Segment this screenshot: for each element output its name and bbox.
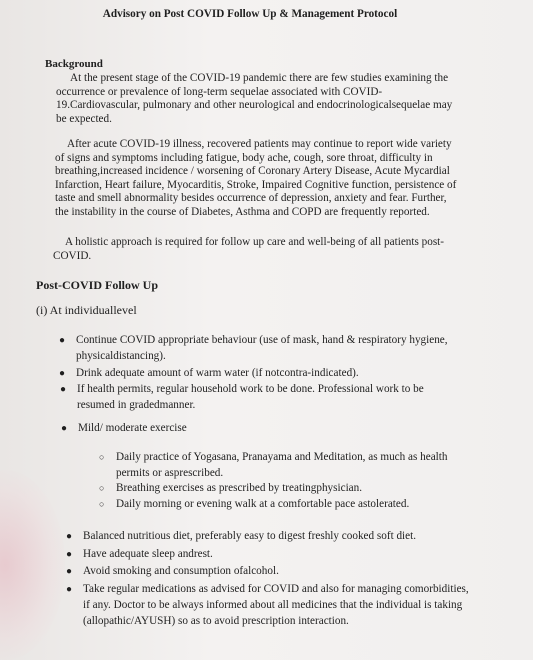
paragraph-line: the instability in the course of Diabetes, Asthma and COPD are frequently reported. <box>55 205 430 218</box>
sub-list-item <box>99 481 476 497</box>
paragraph-line: Infarction, Heart failure, Myocarditis, Stroke, Impaired Cognitive function, persistence of <box>55 178 457 191</box>
paragraph-line: be expected. <box>56 112 112 125</box>
list-item-text: Avoid smoking and consumption ofalcohol. <box>83 565 279 577</box>
list-item-text: Drink adequate amount of warm water (if notcontra-indicated). <box>76 367 359 379</box>
bullet-icon: ● <box>60 384 67 395</box>
list-item <box>59 333 476 365</box>
paragraph-line: At the present stage of the COVID-19 pandemic there are few studies examining the <box>70 72 449 84</box>
list-item-text: permits or asprescribed. <box>116 466 224 479</box>
paragraph-line: A holistic approach is required for follow up care and well-being of all patients post- <box>65 236 445 248</box>
list-item-text: Have adequate sleep andrest. <box>83 548 213 560</box>
bullet-icon: ● <box>61 423 68 434</box>
list-item-text: Daily practice of Yogasana, Pranayama and Meditation, as much as health <box>116 451 448 463</box>
list-item <box>59 366 476 382</box>
list-item-text: Take regular medications as advised for COVID and also for managing comorbidities, <box>83 583 469 595</box>
bullet-icon: ● <box>66 549 73 560</box>
list-item-text: physicaldistancing). <box>76 349 166 362</box>
background-heading: Background <box>45 58 103 70</box>
sub-list-item <box>99 450 476 482</box>
list-item-text: Balanced nutritious diet, preferably easy to digest freshly cooked soft diet. <box>83 530 417 542</box>
list-item-text: resumed in gradedmanner. <box>77 398 196 411</box>
paragraph-line: of signs and symptoms including fatigue, body ache, cough, sore throat, difficulty in <box>55 151 433 164</box>
bullet-icon: ● <box>59 368 66 379</box>
list-item <box>66 582 513 629</box>
bullet-icon: ● <box>59 335 66 346</box>
list-item-text: if any. Doctor to be always informed about all medicines that the individual is taking <box>83 598 463 611</box>
list-item <box>66 564 483 580</box>
sub-list-item <box>99 497 476 513</box>
list-item-text: Mild/ moderate exercise <box>78 422 187 434</box>
document-title: Advisory on Post COVID Follow Up & Management Protocol <box>102 8 398 20</box>
light-glare <box>0 470 65 660</box>
list-item <box>66 529 483 545</box>
followup-subheading: (i) At individuallevel <box>36 303 137 317</box>
list-item-text: (allopathic/AYUSH) so as to avoid prescription interaction. <box>83 614 349 627</box>
list-item <box>60 382 477 414</box>
paragraph-line: taste and smell abnormality besides occurrence of depression, anxiety and fear. Further, <box>55 192 447 205</box>
background-paragraph-1 <box>56 72 468 126</box>
paragraph-line: 19.Cardiovascular, pulmonary and other neurological and endocrinologicalsequelae may <box>56 99 453 112</box>
bullet-icon: ● <box>66 566 73 577</box>
paragraph-line: breathing,increased incidence / worsening of Coronary Artery Disease, Acute Mycardial <box>55 165 450 178</box>
circle-bullet-icon: ○ <box>99 452 105 462</box>
background-paragraph-3 <box>53 236 473 263</box>
list-item-text: Breathing exercises as prescribed by treatingphysician. <box>116 482 363 494</box>
list-item-text: If health permits, regular household work to be done. Professional work to be <box>77 383 424 395</box>
circle-bullet-icon: ○ <box>99 483 105 493</box>
circle-bullet-icon: ○ <box>99 499 105 509</box>
followup-heading: Post-COVID Follow Up <box>36 278 158 292</box>
bullet-icon: ● <box>66 584 73 595</box>
paragraph-line: COVID. <box>53 249 92 262</box>
list-item-text: Daily morning or evening walk at a comfortable pace astolerated. <box>116 498 410 510</box>
paragraph-line: occurrence or prevalence of long-term sequelae associated with COVID- <box>56 85 383 98</box>
list-item <box>66 547 483 563</box>
list-item <box>61 421 478 437</box>
list-item-text: Continue COVID appropriate behaviour (use of mask, hand & respiratory hygiene, <box>76 334 448 346</box>
bullet-icon: ● <box>66 531 73 542</box>
background-paragraph-2 <box>55 138 473 220</box>
paragraph-line: After acute COVID-19 illness, recovered patients may continue to report wide variety <box>67 138 452 150</box>
